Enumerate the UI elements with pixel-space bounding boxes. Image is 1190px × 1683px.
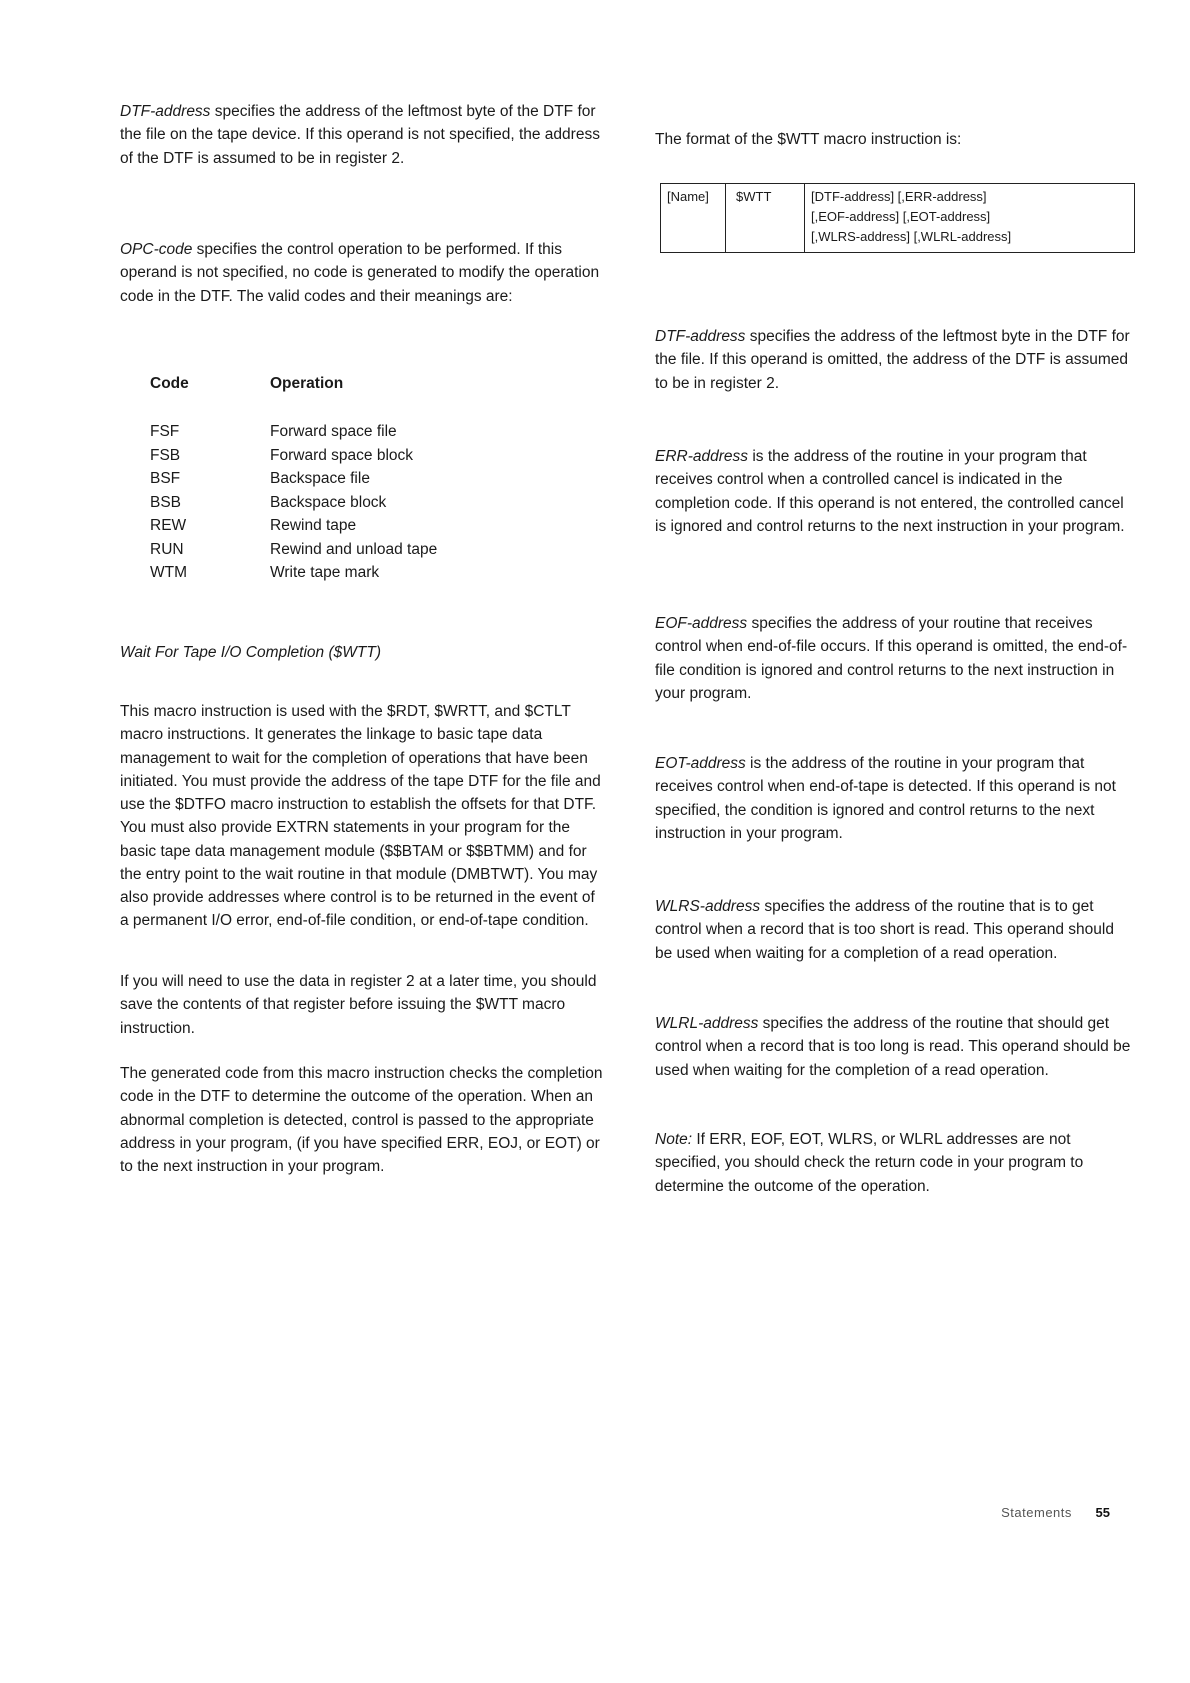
wlrl-address-operand xyxy=(655,1012,1135,1082)
dtf-address-operand xyxy=(655,325,1135,395)
opc-code-text: specifies the control operation to be performed. If this operand is not specified, no code is generated to modify the operation code in the DTF. The valid codes and their meanings are: xyxy=(120,241,600,305)
dtf-address-text: specifies the address of the leftmost byte of the DTF for the file on the tape device. If this operand is not specified, the address of the DTF is assumed to be in register 2. xyxy=(120,103,600,167)
wlrl-address-text: specifies the address of the routine that should get control when a record that is too long is read. This operand should be used when waiting for the completion of a read operation. xyxy=(655,1015,1131,1079)
note-text: If ERR, EOF, EOT, WLRS, or WLRL addresses are not specified, you should check the return code in your program to determine the outcome of the operation. xyxy=(655,1131,1084,1195)
operation-cell: Forward space file xyxy=(270,423,397,440)
eof-address-operand xyxy=(655,612,1135,705)
wlrs-address-text: specifies the address of the routine that is to get control when a record that is too short is read. This operand should be used when waiting for a completion of a read operation. xyxy=(655,898,1114,962)
code-table-row xyxy=(150,491,510,515)
opc-code-table xyxy=(150,372,510,585)
operation-cell: Write tape mark xyxy=(270,564,380,581)
note-paragraph xyxy=(655,1128,1135,1198)
register-2-paragraph: If you will need to use the data in register 2 at a later time, you should save the contents of that register before issuing the $WTT macro instruction. xyxy=(120,973,597,1037)
code-table-row xyxy=(150,538,510,562)
err-address-term: ERR-address xyxy=(655,448,749,465)
code-cell: RUN xyxy=(150,540,184,558)
wlrl-address-term: WLRL-address xyxy=(655,1015,759,1032)
code-cell: FSB xyxy=(150,446,181,464)
operation-column-header: Operation xyxy=(270,375,344,392)
format-table xyxy=(660,183,1135,253)
footer-label: Statements xyxy=(1001,1505,1072,1520)
format-name-cell: [Name] xyxy=(661,184,726,253)
operation-cell: Forward space block xyxy=(270,446,414,464)
operand-line-1: [DTF-address] [,ERR-address] xyxy=(811,189,987,204)
eot-address-text: is the address of the routine in your program that receives control when end-of-tape is detected. If this operand is not specified, the condition is ignored and control returns to the next instruction in your program. xyxy=(655,755,1116,842)
dtf-address-term: DTF-address xyxy=(120,103,211,120)
dtf-address-text: specifies the address of the leftmost byte in the DTF for the file. If this operand is omitted, the address of the DTF is assumed to be in register 2. xyxy=(655,328,1130,392)
format-table-row xyxy=(661,184,1135,253)
format-operation-cell: $WTT xyxy=(726,184,805,253)
code-cell: BSF xyxy=(150,470,181,487)
code-table-row xyxy=(150,420,510,444)
dtf-address-term: DTF-address xyxy=(655,328,746,345)
operation-cell: Rewind tape xyxy=(270,517,357,534)
code-cell: WTM xyxy=(150,564,188,581)
dtf-address-description xyxy=(120,100,605,170)
page-footer xyxy=(1001,1503,1110,1523)
code-column-header: Code xyxy=(150,375,189,392)
code-cell: BSB xyxy=(150,493,182,511)
note-label: Note: xyxy=(655,1131,693,1148)
wlrs-address-term: WLRS-address xyxy=(655,898,761,915)
code-table-row xyxy=(150,444,510,468)
eof-address-text: specifies the address of your routine that receives control when end-of-file occurs. If this operand is omitted, the end-of-file condition is ignored and control returns to the next instruction in your program. xyxy=(655,615,1128,702)
operation-cell: Rewind and unload tape xyxy=(270,540,438,558)
opc-code-description xyxy=(120,238,605,308)
section-title: Wait For Tape I/O Completion ($WTT) xyxy=(120,644,381,661)
code-table-row xyxy=(150,467,510,491)
format-operands-cell xyxy=(805,184,1135,253)
generated-code-paragraph: The generated code from this macro instruction checks the completion code in the DTF to determine the outcome of the operation. When an abnormal completion is detected, control is passed to the appropriate address in your program, (if you have specified ERR, EOJ, or EOT) or to the next instruction in your program. xyxy=(120,1065,603,1175)
eot-address-term: EOT-address xyxy=(655,755,746,772)
operation-cell: Backspace file xyxy=(270,470,370,487)
code-table-body xyxy=(150,420,510,585)
code-table-row xyxy=(150,561,510,585)
eot-address-operand xyxy=(655,752,1135,845)
err-address-operand xyxy=(655,445,1135,538)
code-cell: FSF xyxy=(150,423,180,440)
operation-cell: Backspace block xyxy=(270,493,387,511)
code-cell: REW xyxy=(150,517,187,534)
eof-address-term: EOF-address xyxy=(655,615,748,632)
wtt-intro-paragraph: This macro instruction is used with the $RDT, $WRTT, and $CTLT macro instructions. It generates the linkage to basic tape data management to wait for the completion of operations that have been initiated. You must provide the address of the tape DTF for the file and use the $DTFO macro instruction to establish the offsets for that DTF. You must also provide EXTRN statements in your program for the basic tape data management module ($$BTAM or $$BTMM) and for the entry point to the wait routine in that module (DMBTWT). You may also provide addresses where control is to be returned in the event of a permanent I/O error, end-of-file condition, or end-of-tape condition. xyxy=(120,703,601,930)
opc-code-term: OPC-code xyxy=(120,241,193,258)
page-number: 55 xyxy=(1095,1505,1110,1520)
code-table-header xyxy=(150,372,510,420)
operand-line-3: [,WLRS-address] [,WLRL-address] xyxy=(811,229,1012,245)
code-table-row xyxy=(150,514,510,538)
err-address-text: is the address of the routine in your program that receives control when a controlled cancel is indicated in the completion code. If this operand is not entered, the controlled cancel is ignored and control returns to the next instruction in your program. xyxy=(655,448,1125,535)
operand-line-2: [,EOF-address] [,EOT-address] xyxy=(811,209,991,225)
wlrs-address-operand xyxy=(655,895,1135,965)
format-intro: The format of the $WTT macro instruction is: xyxy=(655,131,962,148)
